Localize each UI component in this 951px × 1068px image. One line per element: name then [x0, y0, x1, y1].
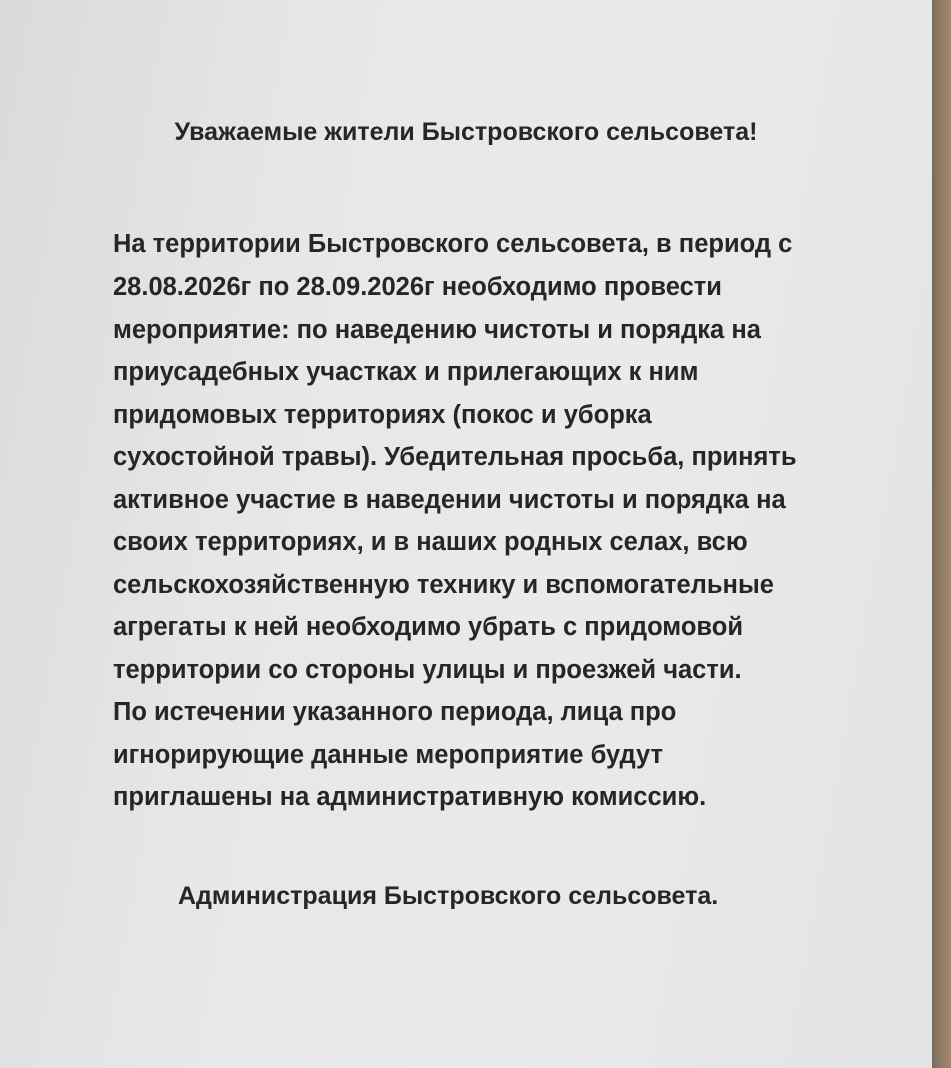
body-line: своих территориях, и в наших родных селах, всю — [113, 528, 748, 556]
body-line: По истечении указанного периода, лица про — [113, 698, 677, 726]
body-line: придомовых территориях (покос и уборка — [113, 401, 652, 429]
body-line: приусадебных участках и прилегающих к ним — [113, 358, 699, 386]
notice-signature: Администрация Быстровского сельсовета. — [178, 882, 719, 910]
body-line: территории со стороны улицы и проезжей части. — [113, 656, 742, 684]
body-line: сельскохозяйственную технику и вспомогательные — [113, 571, 774, 599]
door-frame-edge — [932, 0, 951, 1068]
body-line: игнорирующие данные мероприятие будут — [113, 741, 664, 769]
body-line: сухостойной травы). Убедительная просьба, принять — [113, 443, 797, 471]
body-line: 28.08.2026г по 28.09.2026г необходимо провести — [113, 273, 722, 301]
body-line: агрегаты к ней необходимо убрать с придомовой — [113, 613, 744, 641]
notice-heading: Уважаемые жители Быстровского сельсовета! — [174, 118, 758, 146]
body-line: приглашены на административную комиссию. — [113, 783, 707, 811]
body-line: На территории Быстровского сельсовета, в период с — [113, 230, 793, 258]
body-line: мероприятие: по наведению чистоты и порядка на — [113, 316, 761, 344]
body-line: активное участие в наведении чистоты и порядка на — [113, 486, 786, 514]
